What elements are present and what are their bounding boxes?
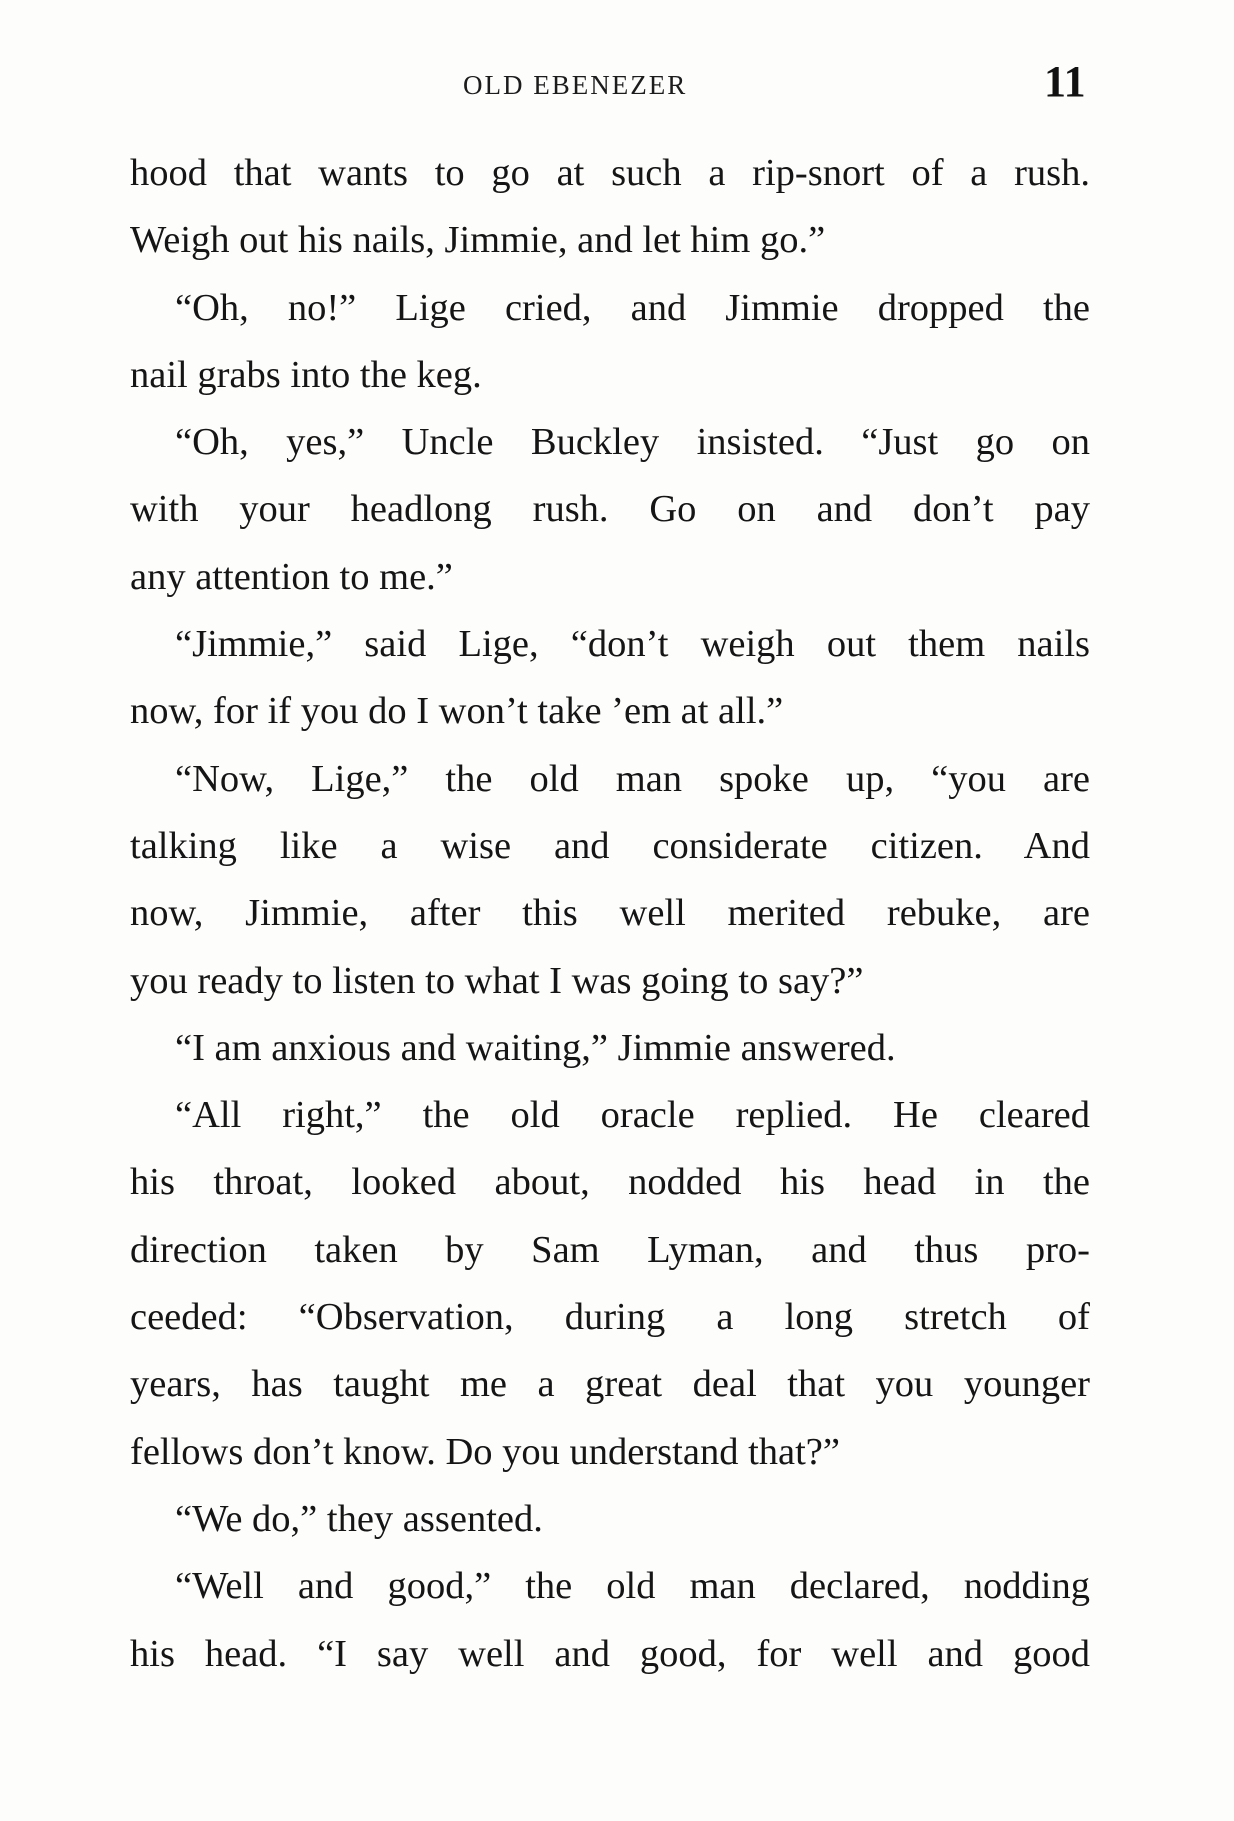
text-line: now, for if you do I won’t take ’em at all.” xyxy=(130,690,784,733)
running-head: OLD EBENEZER xyxy=(463,70,688,100)
text-line: any attention to me.” xyxy=(130,555,453,598)
text-line: fellows don’t know. Do you understand that?” xyxy=(130,1430,840,1473)
text-line: Weigh out his nails, Jimmie, and let him go.” xyxy=(130,219,826,262)
text-line: nail grabs into the keg. xyxy=(130,353,482,396)
text-line: “All right,” the old oracle replied. He cleared xyxy=(175,1094,1090,1137)
text-line: hood that wants to go at such a rip-snort of a rush. xyxy=(130,152,1090,194)
text-line: now, Jimmie, after this well merited rebuke, are xyxy=(130,892,1090,935)
text-line: “Now, Lige,” the old man spoke up, “you are xyxy=(175,757,1090,800)
body-text xyxy=(130,140,1090,1688)
text-line: his head. “I say well and good, for well and good xyxy=(130,1632,1090,1675)
text-line: ceeded: “Observation, during a long stretch of xyxy=(130,1296,1090,1339)
text-line: “I am anxious and waiting,” Jimmie answered. xyxy=(175,1026,896,1069)
text-line: direction taken by Sam Lyman, and thus pro- xyxy=(130,1228,1090,1271)
text-line: years, has taught me a great deal that you younger xyxy=(130,1363,1090,1406)
text-line: “Well and good,” the old man declared, nodding xyxy=(175,1565,1090,1608)
text-line: his throat, looked about, nodded his head in the xyxy=(130,1161,1090,1204)
text-line: with your headlong rush. Go on and don’t pay xyxy=(130,488,1090,531)
text-line: “We do,” they assented. xyxy=(175,1497,543,1540)
text-line: talking like a wise and considerate citizen. And xyxy=(130,824,1090,867)
text-line: you ready to listen to what I was going to say?” xyxy=(130,959,864,1002)
text-line: “Oh, no!” Lige cried, and Jimmie dropped the xyxy=(175,286,1090,329)
text-line: “Oh, yes,” Uncle Buckley insisted. “Just go on xyxy=(175,421,1090,464)
page-number: 11 xyxy=(1044,57,1086,106)
text-line: “Jimmie,” said Lige, “don’t weigh out them nails xyxy=(175,623,1090,666)
